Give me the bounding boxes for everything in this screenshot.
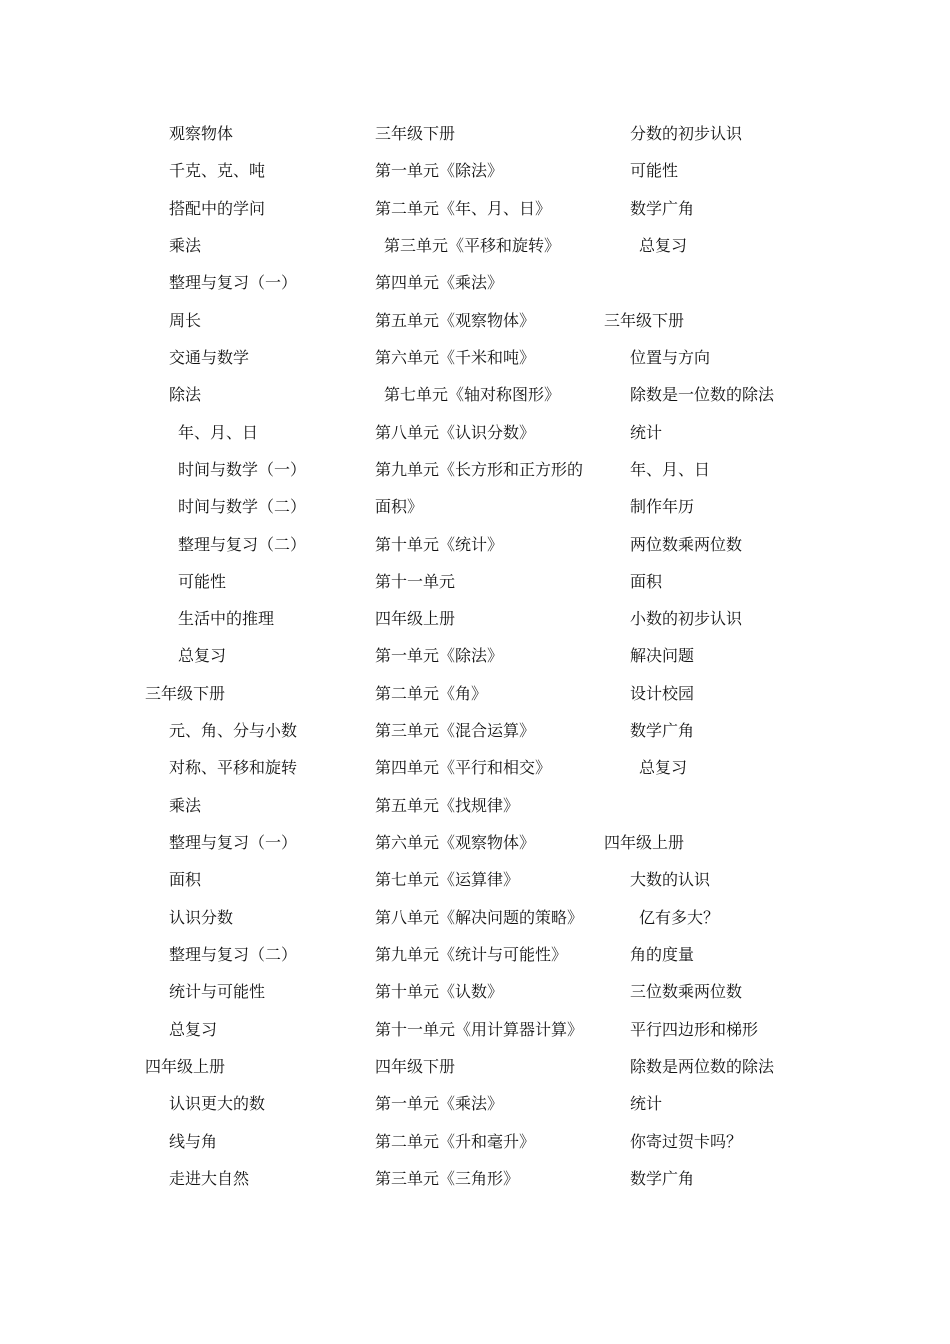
list-item: 第十一单元 (375, 571, 456, 591)
list-item: 第一单元《除法》 (375, 161, 504, 181)
list-item: 第九单元《长方形和正方形的 (375, 459, 584, 479)
list-item: 整理与复习（二） (169, 945, 298, 965)
list-item: 第四单元《乘法》 (375, 273, 504, 293)
list-item: 第二单元《角》 (375, 683, 488, 703)
list-item: 四年级上册 (375, 609, 456, 629)
list-item: 第一单元《除法》 (375, 646, 504, 666)
list-item: 第七单元《运算律》 (375, 870, 520, 890)
list-item: 整理与复习（二） (178, 534, 307, 554)
list-item: 元、角、分与小数 (169, 721, 298, 741)
list-item: 除数是两位数的除法 (630, 1057, 775, 1076)
list-item: 总复习 (639, 235, 688, 255)
list-item: 搭配中的学问 (169, 198, 266, 218)
list-item: 可能性 (178, 571, 227, 591)
list-item: 第四单元《平行和相交》 (375, 758, 552, 778)
list-item: 第五单元《找规律》 (375, 795, 520, 815)
list-item: 生活中的推理 (178, 609, 275, 629)
list-item: 数学广角 (630, 1168, 695, 1188)
list-item: 平行四边形和梯形 (630, 1019, 759, 1039)
list-item: 你寄过贺卡吗？ (630, 1131, 743, 1151)
list-item: 对称、平移和旋转 (169, 758, 298, 778)
list-item: 第六单元《观察物体》 (375, 833, 536, 853)
list-item: 三年级下册 (604, 310, 685, 330)
list-item: 总复习 (639, 758, 688, 778)
list-item: 三年级下册 (375, 124, 456, 143)
list-item: 四年级下册 (375, 1057, 456, 1076)
list-item: 时间与数学（二） (178, 497, 307, 517)
list-item: 角的度量 (630, 945, 695, 965)
list-item: 第三单元《三角形》 (375, 1168, 520, 1188)
list-item: 线与角 (169, 1131, 218, 1151)
list-item: 三年级下册 (145, 683, 226, 703)
list-item: 第八单元《解决问题的策略》 (375, 907, 584, 927)
list-item: 时间与数学（一） (178, 459, 307, 479)
list-item: 除数是一位数的除法 (630, 385, 775, 405)
list-item: 年、月、日 (178, 422, 259, 442)
list-item: 统计 (630, 422, 663, 442)
list-item: 总复习 (178, 646, 227, 666)
list-item: 四年级上册 (145, 1057, 226, 1076)
list-item: 面积 (169, 870, 202, 890)
list-item: 认识分数 (169, 907, 234, 927)
list-item: 第七单元《轴对称图形》 (384, 385, 561, 405)
list-item: 第二单元《年、月、日》 (375, 198, 552, 218)
list-item: 位置与方向 (630, 347, 711, 367)
list-item: 统计与可能性 (169, 982, 266, 1002)
list-item: 整理与复习（一） (169, 273, 298, 293)
list-item: 设计校园 (630, 683, 695, 703)
list-item: 第九单元《统计与可能性》 (375, 945, 568, 965)
list-item: 小数的初步认识 (630, 609, 743, 629)
list-item: 数学广角 (630, 721, 695, 741)
list-item: 观察物体 (169, 124, 234, 143)
list-item: 可能性 (630, 161, 679, 181)
list-item: 第三单元《平移和旋转》 (384, 235, 561, 255)
list-item: 第十一单元《用计算器计算》 (375, 1019, 584, 1039)
list-item: 第三单元《混合运算》 (375, 721, 536, 741)
list-item: 第五单元《观察物体》 (375, 310, 536, 330)
list-item: 走进大自然 (169, 1168, 250, 1188)
list-item: 认识更大的数 (169, 1094, 266, 1114)
list-item: 千克、克、吨 (169, 161, 266, 181)
list-item: 第八单元《认识分数》 (375, 422, 536, 442)
list-item: 四年级上册 (604, 833, 685, 853)
list-item: 整理与复习（一） (169, 833, 298, 853)
list-item: 第十单元《统计》 (375, 534, 504, 554)
list-item: 统计 (630, 1094, 663, 1114)
list-item: 大数的认识 (630, 870, 711, 890)
list-item: 分数的初步认识 (630, 124, 743, 143)
list-item: 数学广角 (630, 198, 695, 218)
list-item: 总复习 (169, 1019, 218, 1039)
list-item: 两位数乘两位数 (630, 534, 743, 554)
list-item: 第一单元《乘法》 (375, 1094, 504, 1114)
list-item: 亿有多大？ (639, 907, 720, 927)
list-item: 周长 (169, 310, 202, 330)
list-item: 三位数乘两位数 (630, 982, 743, 1002)
list-item: 乘法 (169, 235, 202, 255)
list-item: 解决问题 (630, 646, 695, 666)
list-item: 第二单元《升和毫升》 (375, 1131, 536, 1151)
list-item: 面积》 (375, 497, 424, 517)
list-item: 除法 (169, 385, 202, 405)
list-item: 第六单元《千米和吨》 (375, 347, 536, 367)
list-item: 第十单元《认数》 (375, 982, 504, 1002)
list-item: 制作年历 (630, 497, 695, 517)
list-item: 面积 (630, 571, 663, 591)
list-item: 交通与数学 (169, 347, 250, 367)
list-item: 年、月、日 (630, 459, 711, 479)
list-item: 乘法 (169, 795, 202, 815)
